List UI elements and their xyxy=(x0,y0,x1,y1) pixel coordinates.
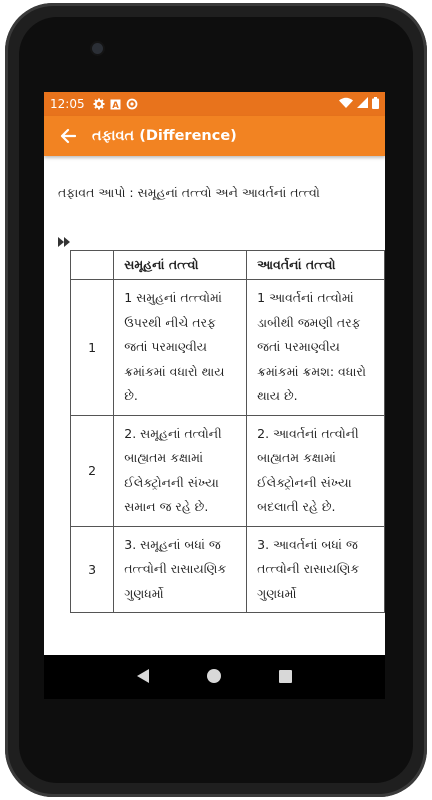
table-header-group-elements: સમૂહનાં તત્ત્વો xyxy=(114,251,247,280)
table-header-row xyxy=(71,251,385,280)
table-row xyxy=(71,526,385,613)
signal-icon xyxy=(357,97,368,111)
comparison-table xyxy=(70,250,385,613)
back-triangle-icon[interactable] xyxy=(137,668,149,687)
back-button[interactable] xyxy=(44,116,92,156)
arrow-back-icon xyxy=(60,128,76,144)
table-header-period-elements: આવર્તનાં તત્ત્વો xyxy=(247,251,385,280)
app-bar xyxy=(44,116,385,156)
period-cell: 2. આવર્તનાં તત્વોની બાહ્યતમ કક્ષામાં ઈલેક્ટ્રોનની સંખ્યા બદલાતી રહે છે. xyxy=(247,415,385,526)
battery-icon xyxy=(372,97,379,112)
home-circle-icon[interactable] xyxy=(207,668,221,687)
group-cell: 1 સમુહનાં તત્ત્વોમાં ઉપરથી નીચે તરફ જતાં પરમાણ્વીય ક્રમાંકમાં વધારો થાય છે. xyxy=(114,280,247,416)
status-time: 12:05 xyxy=(50,97,85,111)
group-cell: 2. સમૂહનાં તત્વોની બાહ્યતમ કક્ષામાં ઈલેક્ટ્રોનની સંખ્યા સમાન જ રહે છે. xyxy=(114,415,247,526)
row-number: 2 xyxy=(71,415,114,526)
svg-text:A: A xyxy=(111,100,119,110)
period-cell: 1 આવર્તનાં તત્વોમાં ડાબીથી જમણી તરફ જતાં પરમાણ્વીય ક્રમાંકમાં ક્રમશ: વધારો થાય છે. xyxy=(247,280,385,416)
a-box-icon xyxy=(110,99,121,110)
row-number: 1 xyxy=(71,280,114,416)
status-bar xyxy=(44,92,385,116)
content-area xyxy=(44,184,385,613)
front-camera xyxy=(92,43,103,54)
double-arrow-icon xyxy=(58,236,385,248)
group-cell: 3. સમૂહનાં બધાં જ તત્ત્વોની રાસાયણિક ગુણધર્મો xyxy=(114,526,247,613)
app-title: તફાવત (Difference) xyxy=(92,128,237,144)
wifi-icon xyxy=(339,97,353,111)
table-row xyxy=(71,415,385,526)
table-row xyxy=(71,280,385,416)
table-header-num xyxy=(71,251,114,280)
navigation-bar xyxy=(44,655,385,699)
row-number: 3 xyxy=(71,526,114,613)
status-right-group xyxy=(339,97,379,112)
settings-icon xyxy=(93,98,105,110)
period-cell: 3. આવર્તનાં બધાં જ તત્ત્વોની રાસાયણિક ગુણધર્મો xyxy=(247,526,385,613)
app-screen xyxy=(44,92,385,655)
question-heading: તફાવત આપો : સમૂહનાં તત્ત્વો અને આવર્તનાં તત્ત્વો xyxy=(58,185,320,200)
sync-icon xyxy=(126,98,138,110)
recents-square-icon[interactable] xyxy=(279,668,292,687)
